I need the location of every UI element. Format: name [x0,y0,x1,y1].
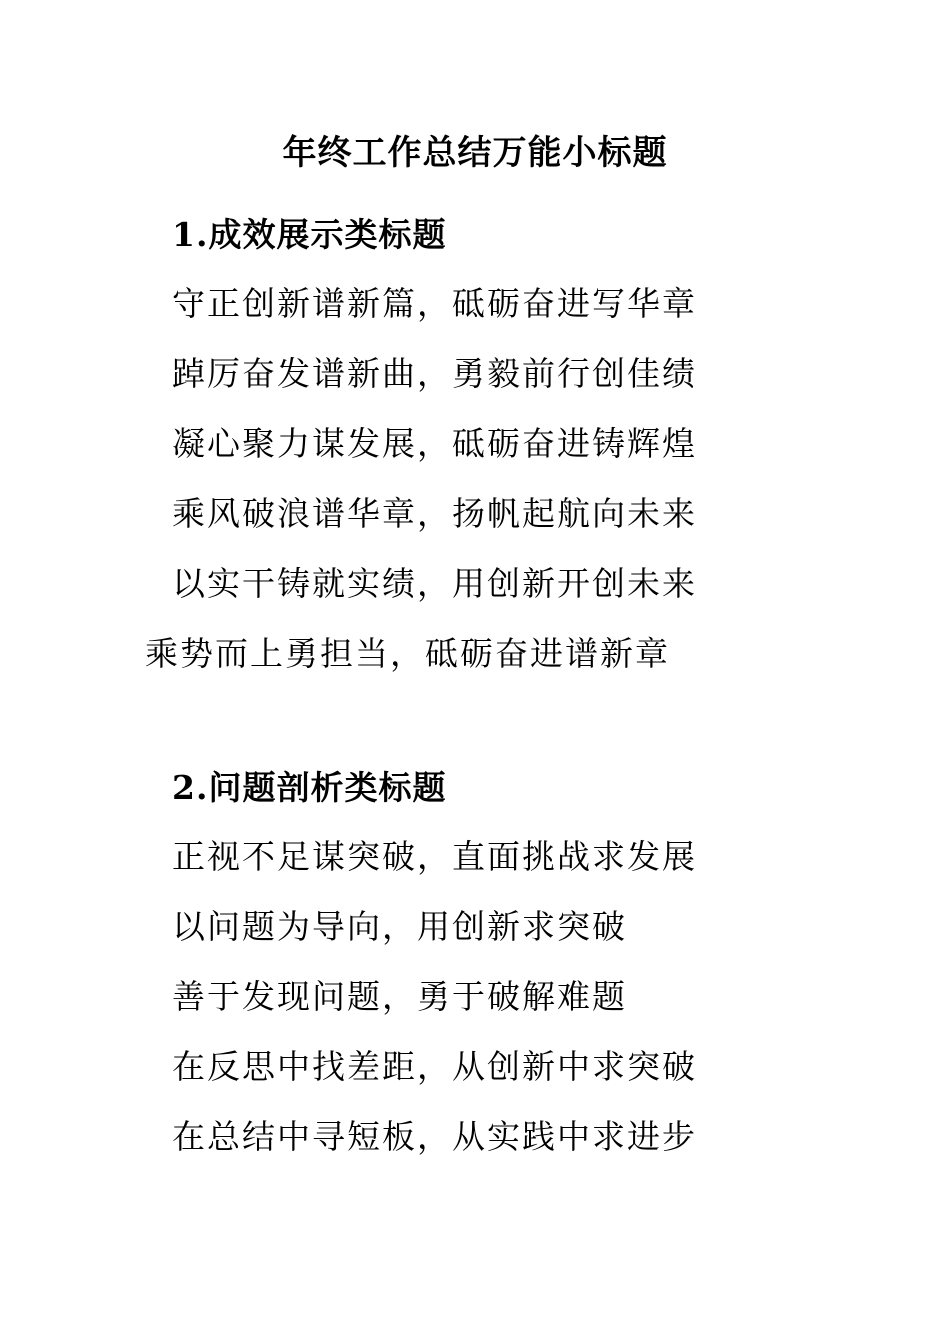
section-1-line-4: 乘风破浪谱华章，扬帆起航向未来 [172,494,697,533]
section-heading-results: 1.成效展示类标题 [172,215,447,254]
section-2-line-2: 以问题为导向，用创新求突破 [172,907,627,946]
section-2-line-3: 善于发现问题，勇于破解难题 [172,977,627,1016]
section-1-line-5: 以实干铸就实绩，用创新开创未来 [172,564,697,603]
section-heading-problems: 2.问题剖析类标题 [172,768,447,807]
section-2-line-4: 在反思中找差距，从创新中求突破 [172,1047,697,1086]
section-1-line-3: 凝心聚力谋发展，砥砺奋进铸辉煌 [172,424,697,463]
document-title: 年终工作总结万能小标题 [282,133,668,173]
section-2-line-5: 在总结中寻短板，从实践中求进步 [172,1117,697,1156]
section-1-line-6: 乘势而上勇担当，砥砺奋进谱新章 [145,634,670,673]
section-1-line-1: 守正创新谱新篇，砥砺奋进写华章 [172,284,697,323]
section-2-line-1: 正视不足谋突破，直面挑战求发展 [172,837,697,876]
section-1-line-2: 踔厉奋发谱新曲，勇毅前行创佳绩 [172,354,697,393]
